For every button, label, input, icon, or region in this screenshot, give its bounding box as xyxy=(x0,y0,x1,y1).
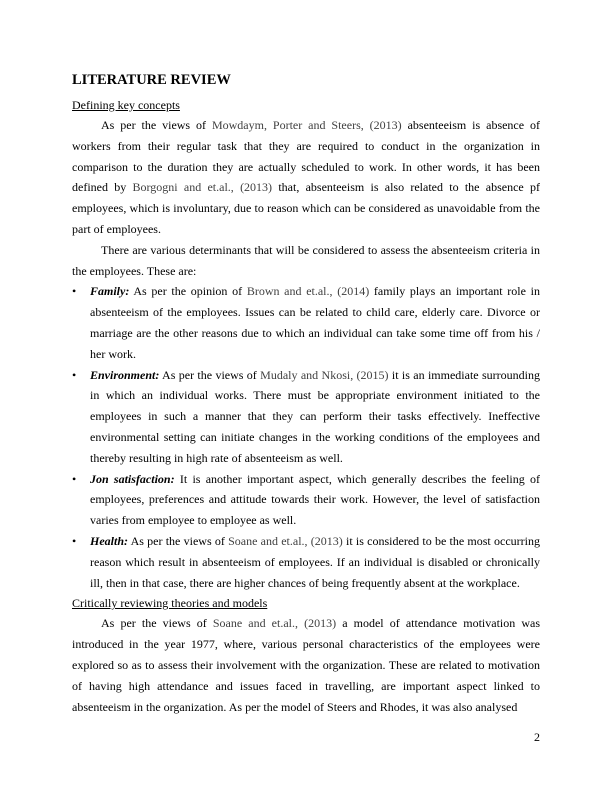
list-item-family: • Family: As per the opinion of Brown and et.al., (2014) family plays an important role in absenteeism of the employees. Issues can be related to child care, elderly care. Divorce or marriage are the other reasons due to which an individual can take some time off from his / her work. xyxy=(72,281,540,364)
citation: Soane and et.al., (2013) xyxy=(228,533,343,548)
bullet-icon: • xyxy=(72,367,77,382)
section-title-theories-and-models: Critically reviewing theories and models xyxy=(72,596,268,611)
citation: Soane and et.al., (2013) xyxy=(212,616,337,631)
determinants-list xyxy=(72,281,540,593)
document-page xyxy=(72,70,540,717)
list-item-job-satisfaction: • Jon satisfaction: It is another important aspect, which generally describes the feeling of employees, preferences and attitude towards their work. However, the level of satisfaction varies from employee to employee as well. xyxy=(72,469,540,531)
page-number: 2 xyxy=(534,730,540,744)
citation: Borgogni and et.al., (2013) xyxy=(132,180,273,195)
bullet-icon: • xyxy=(72,284,77,299)
bullet-icon: • xyxy=(72,533,77,548)
section-title-defining-key-concepts: Defining key concepts xyxy=(72,98,180,112)
citation: Brown and et.al., (2014) xyxy=(246,284,370,299)
paragraph-attendance-model: As per the views of Soane and et.al., (2013) a model of attendance motivation was introduced in the year 1977, where, various personal characteristics of the employees were explored so as to assess their involvement with the organization. These are related to motivation of having high attendance and issues faced in travelling, are important aspect linked to absenteeism in the organization. As per the model of Steers and Rhodes, it was also analysed xyxy=(72,616,540,714)
list-item-environment: • Environment: As per the views of Mudaly and Nkosi, (2015) it is an immediate surrounding in which an individual works. There must be appropriate environment initiated to the employees in such a manner that they can perform their tasks effectively. Ineffective environmental setting can initiate changes in the working conditions of the employees and thereby resulting in high rate of absenteeism as well. xyxy=(72,365,540,469)
citation: Mudaly and Nkosi, (2015) xyxy=(260,367,389,382)
list-item-health: • Health: As per the views of Soane and et.al., (2013) it is considered to be the most occurring reason which result in absenteeism of employees. If an individual is disabled or chronically ill, then in that case, there are higher chances of being frequently absent at the workplace. xyxy=(72,531,540,593)
page-heading: LITERATURE REVIEW xyxy=(72,72,231,88)
bullet-icon: • xyxy=(72,471,77,486)
paragraph-definition: As per the views of Mowdaym, Porter and Steers, (2013) absenteeism is absence of workers from their regular task that they are required to conduct in the organization in comparison to the duration they are actually scheduled to work. In other words, it has been defined by Borgogni and et.al., (2013) that, absenteeism is also related to the absence pf employees, which is involuntary, due to reason which can be considered as unavoidable from the part of employees. xyxy=(72,118,541,236)
citation: Mowdaym, Porter and Steers, (2013) xyxy=(211,118,402,132)
paragraph-determinants: There are various determinants that will be considered to assess the absenteeism criteria in the employees. These are: xyxy=(72,242,540,278)
